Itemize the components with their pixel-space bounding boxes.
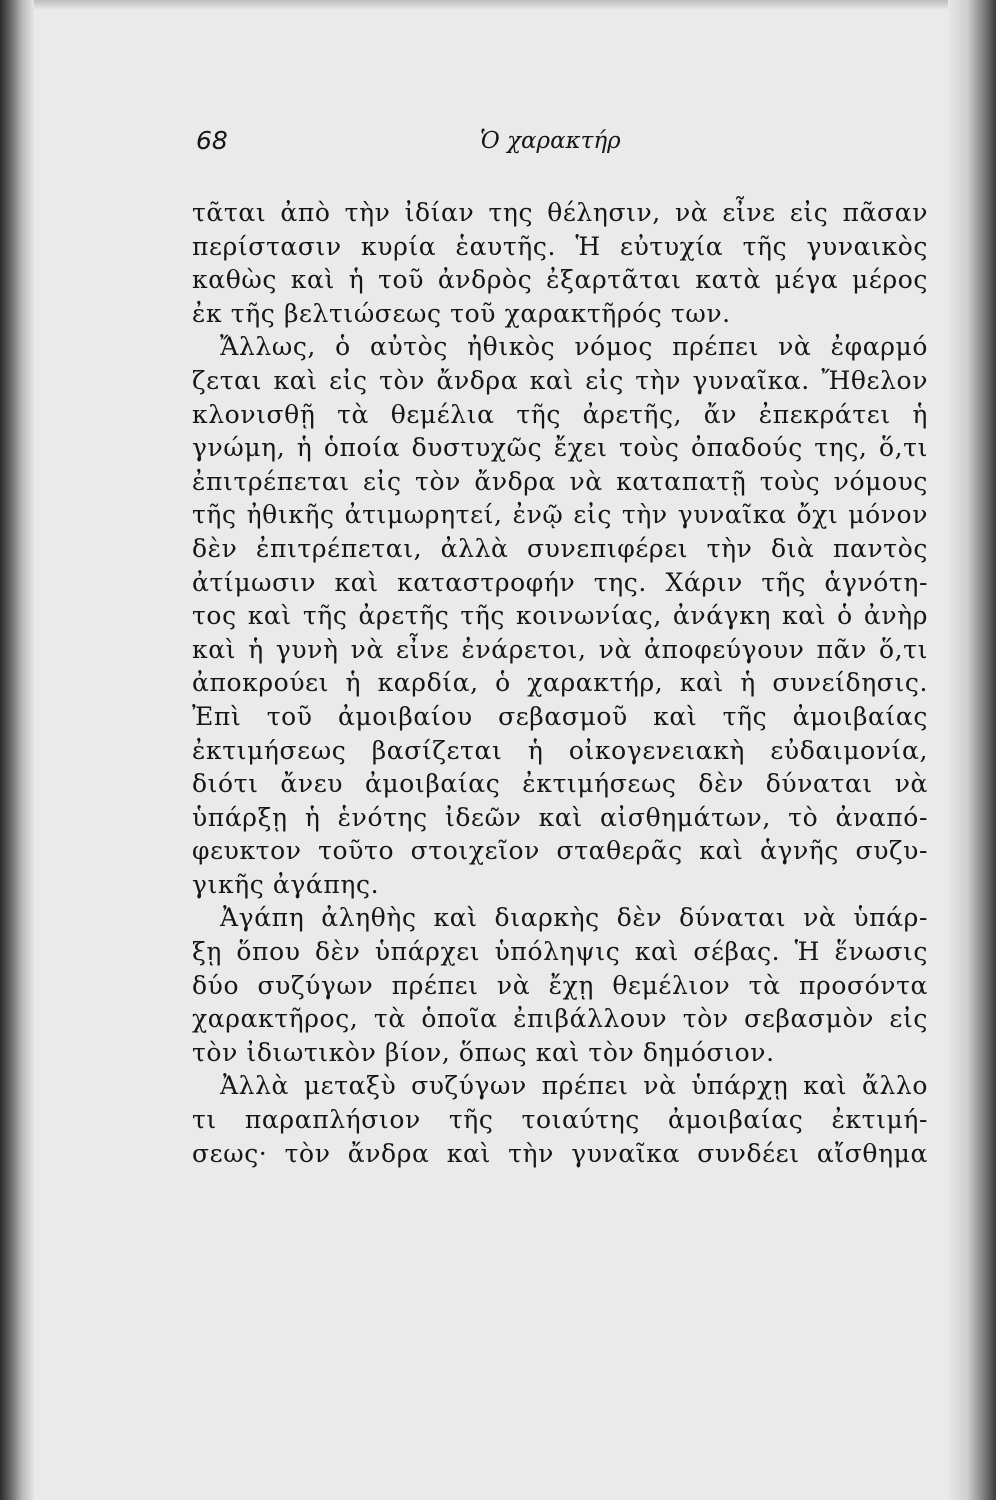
text-line: ὑπάρξῃ ἡ ἑνότης ἰδεῶν καὶ αἰσθημάτων, τὸ ἀναπό- bbox=[192, 802, 928, 832]
paragraph bbox=[192, 330, 928, 901]
text-line: περίστασιν κυρία ἑαυτῆς. Ἡ εὐτυχία τῆς γυναικὸς bbox=[192, 231, 928, 261]
running-head bbox=[196, 126, 936, 166]
text-line: τᾶται ἀπὸ τὴν ἰδίαν της θέλησιν, νὰ εἶνε εἰς πᾶσαν bbox=[192, 198, 928, 227]
text-line: διότι ἄνευ ἀμοιβαίας ἐκτιμήσεως δὲν δύναται νὰ bbox=[192, 769, 928, 799]
text-line: Ἀλλὰ μεταξὺ συζύγων πρέπει νὰ ὑπάρχῃ καὶ ἄλλο bbox=[220, 1071, 928, 1101]
text-line: ἀτίμωσιν καὶ καταστροφήν της. Χάριν τῆς ἁγνότη- bbox=[192, 567, 928, 597]
binding-shadow bbox=[0, 0, 34, 1500]
text-line: τὸν ἰδιωτικὸν βίον, ὅπως καὶ τὸν δημόσιον. bbox=[192, 1037, 775, 1067]
text-line: ἐκ τῆς βελτιώσεως τοῦ χαρακτῆρός των. bbox=[192, 298, 731, 328]
text-line: κλονισθῇ τὰ θεμέλια τῆς ἀρετῆς, ἄν ἐπεκράτει ἡ bbox=[192, 399, 928, 429]
text-line: σεως· τὸν ἄνδρα καὶ τὴν γυναῖκα συνδέει αἴσθημα bbox=[192, 1138, 928, 1168]
text-line: ξῃ ὅπου δὲν ὑπάρχει ὑπόληψις καὶ σέβας. Ἡ ἕνωσις bbox=[192, 937, 928, 967]
paragraph bbox=[192, 196, 928, 330]
text-line: ἐκτιμήσεως βασίζεται ἡ οἰκογενειακὴ εὐδαιμονία, bbox=[192, 735, 928, 765]
text-line: τος καὶ τῆς ἀρετῆς τῆς κοινωνίας, ἀνάγκη καὶ ὁ ἀνὴρ bbox=[192, 601, 928, 631]
text-line: τῆς ἠθικῆς ἀτιμωρητεί, ἐνῷ εἰς τὴν γυναῖκα ὄχι μόνον bbox=[192, 500, 928, 530]
text-line: Ἄλλως, ὁ αὐτὸς ἠθικὸς νόμος πρέπει νὰ ἐφαρμό bbox=[220, 332, 928, 362]
text-line: δὲν ἐπιτρέπεται, ἀλλὰ συνεπιφέρει τὴν διὰ παντὸς bbox=[192, 533, 928, 563]
text-line: δύο συζύγων πρέπει νὰ ἔχῃ θεμέλιον τὰ προσόντα bbox=[192, 970, 928, 1000]
text-line: καὶ ἡ γυνὴ νὰ εἶνε ἐνάρετοι, νὰ ἀποφεύγουν πᾶν ὅ,τι bbox=[192, 634, 928, 664]
running-title: Ὁ χαρακτήρ bbox=[480, 128, 621, 154]
text-line: Ἐπὶ τοῦ ἀμοιβαίου σεβασμοῦ καὶ τῆς ἀμοιβαίας bbox=[192, 701, 928, 731]
text-line: ζεται καὶ εἰς τὸν ἄνδρα καὶ εἰς τὴν γυναῖκα. Ἤθελον bbox=[192, 365, 928, 395]
page-number: 68 bbox=[196, 126, 228, 155]
text-line: καθὼς καὶ ἡ τοῦ ἀνδρὸς ἐξαρτᾶται κατὰ μέγα μέρος bbox=[192, 265, 928, 295]
body-text bbox=[192, 196, 928, 1170]
text-line: χαρακτῆρος, τὰ ὁποῖα ἐπιβάλλουν τὸν σεβασμὸν εἰς bbox=[192, 1004, 928, 1034]
text-line: ἐπιτρέπεται εἰς τὸν ἄνδρα νὰ καταπατῇ τοὺς νόμους bbox=[192, 466, 928, 496]
page-top-edge bbox=[0, 0, 996, 10]
text-line: τι παραπλήσιον τῆς τοιαύτης ἀμοιβαίας ἐκτιμή- bbox=[192, 1105, 928, 1135]
text-line: γικῆς ἀγάπης. bbox=[192, 869, 380, 899]
page-right-edge bbox=[948, 0, 996, 1500]
text-line: γνώμη, ἡ ὁποία δυστυχῶς ἔχει τοὺς ὀπαδούς της, ὅ,τι bbox=[192, 433, 928, 463]
text-line: φευκτον τοῦτο στοιχεῖον σταθερᾶς καὶ ἁγνῆς συζυ- bbox=[192, 836, 928, 866]
text-line: Ἀγάπη ἀληθὴς καὶ διαρκὴς δὲν δύναται νὰ ὑπάρ- bbox=[220, 903, 928, 933]
text-line: ἀποκρούει ἡ καρδία, ὁ χαρακτήρ, καὶ ἡ συνείδησις. bbox=[192, 668, 928, 698]
paragraph bbox=[192, 1069, 928, 1170]
paragraph bbox=[192, 901, 928, 1069]
